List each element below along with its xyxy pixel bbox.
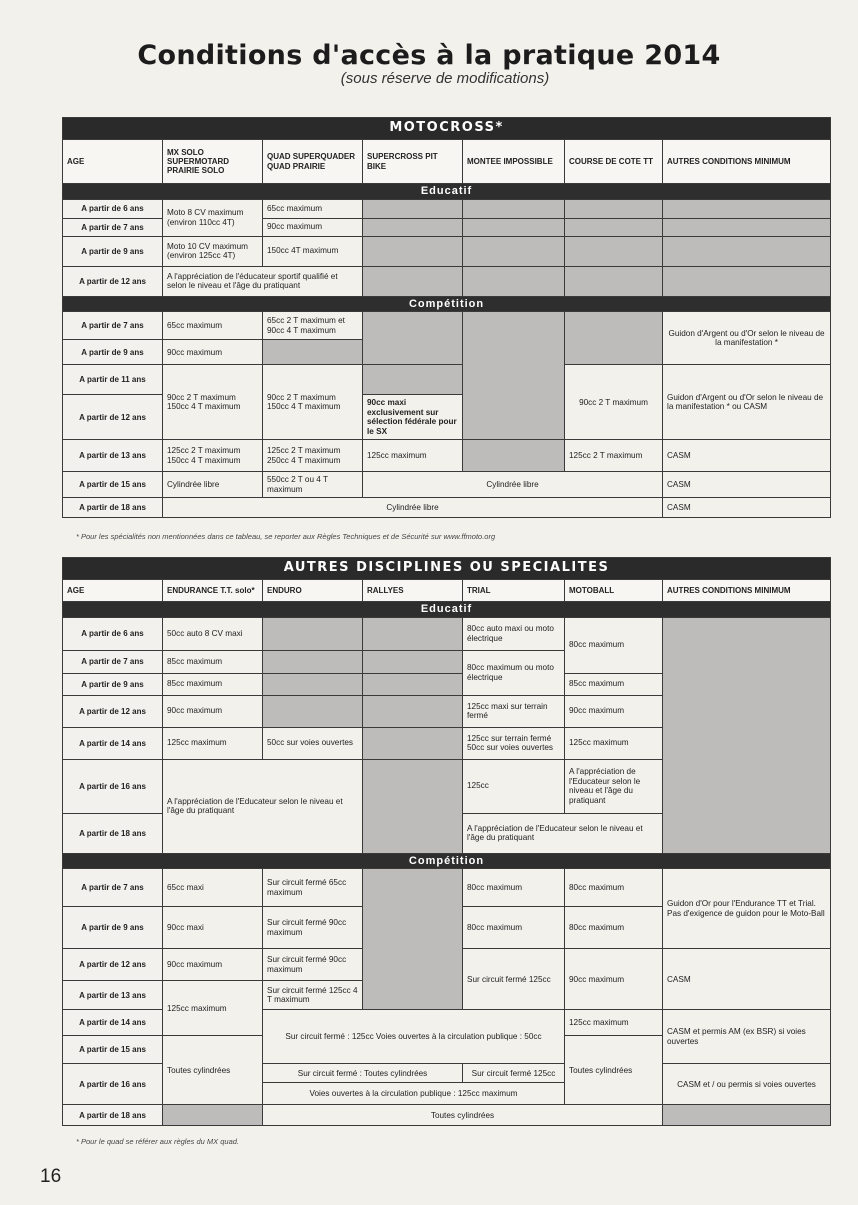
table-cell: 90cc 2 T maximum 150cc 4 T maximum [163,365,263,440]
table-cell: CASM [663,472,831,498]
table-cell: 550cc 2 T ou 4 T maximum [263,472,363,498]
section-educatif: Educatif [63,602,831,618]
table-cell: 125cc maxi sur terrain fermé [463,695,565,727]
motocross-table [62,117,831,518]
table-cell: Toutes cylindrées [163,1036,263,1105]
page-number: 16 [40,1166,62,1187]
table-cell: 65cc maximum [263,199,363,218]
table-cell: 85cc maximum [163,673,263,695]
table-cell: Sur circuit fermé 90cc maximum [263,949,363,981]
age-cell: A partir de 15 ans [63,472,163,498]
age-cell: A partir de 16 ans [63,759,163,813]
age-cell: A partir de 9 ans [63,907,163,949]
table-cell: CASM [663,498,831,518]
motocross-footnote: * Pour les spécialités non mentionnées dans ce tableau, se reporter aux Règles Techniques et de Sécurité sur www.ffmoto.org [76,532,496,541]
header-age: AGE [63,580,163,602]
table-cell: CASM [663,440,831,472]
table-cell: 150cc 4T maximum [263,236,363,266]
section-educatif: Educatif [63,184,831,200]
table-cell: 125cc maximum [565,727,663,759]
section-competition: Compétition [63,296,831,312]
table-cell: Cylindrée libre [363,472,663,498]
age-cell: A partir de 12 ans [63,395,163,440]
table-cell: Cylindrée libre [163,498,663,518]
age-cell: A partir de 15 ans [63,1036,163,1064]
table-cell: A l'appréciation de l'Educateur selon le niveau et l'âge du pratiquant [163,759,363,853]
table-cell: 80cc auto maxi ou moto électrique [463,617,565,650]
table-cell: 90cc maximum [163,949,263,981]
age-cell: A partir de 12 ans [63,949,163,981]
table-cell: 90cc maximum [163,695,263,727]
table-cell: 125cc maximum [163,981,263,1036]
table-cell: 80cc maximum ou moto électrique [463,650,565,695]
age-cell: A partir de 7 ans [63,218,163,236]
table-cell: 85cc maximum [565,673,663,695]
table-cell: 85cc maximum [163,650,263,673]
table-cell: A l'appréciation de l'Educateur selon le niveau et l'âge du pratiquant [565,759,663,813]
table-cell: Voies ouvertes à la circulation publique : 125cc maximum [263,1083,565,1105]
table-cell: Sur circuit fermé : Toutes cylindrées [263,1064,463,1083]
header-trial: TRIAL [463,580,565,602]
table-cell: 50cc sur voies ouvertes [263,727,363,759]
table-cell: 50cc auto 8 CV maxi [163,617,263,650]
table-cell: Sur circuit fermé 125cc 4 T maximum [263,981,363,1010]
page-subtitle: (sous réserve de modifications) [340,70,550,87]
header-autres-conditions: AUTRES CONDITIONS MINIMUM [663,140,831,184]
table-cell: A l'appréciation de l'éducateur sportif qualifié et selon le niveau et l'âge du pratiquant [163,266,363,296]
table-cell: 125cc 2 T maximum 250cc 4 T maximum [263,440,363,472]
section-competition: Compétition [63,853,831,869]
table-cell: 90cc maxi exclusivement sur sélection fédérale pour le SX [363,395,463,440]
age-cell: A partir de 14 ans [63,727,163,759]
table-cell: 125cc 2 T maximum 150cc 4 T maximum [163,440,263,472]
header-autres-conditions: AUTRES CONDITIONS MINIMUM [663,580,831,602]
age-cell: A partir de 7 ans [63,650,163,673]
table-cell: Guidon d'Argent ou d'Or selon le niveau de la manifestation * [663,312,831,365]
table-cell: 90cc maximum [163,340,263,365]
age-cell: A partir de 14 ans [63,1010,163,1036]
table-cell: 65cc 2 T maximum et 90cc 4 T maximum [263,312,363,340]
table-cell: 90cc maximum [565,949,663,1010]
page-title: Conditions d'accès à la pratique 2014 [137,40,721,71]
age-cell: A partir de 18 ans [63,498,163,518]
table-cell: Moto 8 CV maximum (environ 110cc 4T) [163,199,263,236]
table-cell: 90cc maximum [565,695,663,727]
header-quad: QUAD SUPERQUADER QUAD PRAIRIE [263,140,363,184]
age-cell: A partir de 7 ans [63,312,163,340]
table-cell: 65cc maxi [163,869,263,907]
table-cell: Sur circuit fermé 125cc [463,1064,565,1083]
table-cell: Cylindrée libre [163,472,263,498]
age-cell: A partir de 6 ans [63,199,163,218]
table-cell: 80cc maximum [463,907,565,949]
table-cell: 80cc maximum [463,869,565,907]
table-cell: 125cc [463,759,565,813]
table-cell: Guidon d'Argent ou d'Or selon le niveau de la manifestation * ou CASM [663,365,831,440]
table-cell: 80cc maximum [565,907,663,949]
table-cell: 80cc maximum [565,617,663,673]
header-mx-solo: MX SOLO SUPERMOTARD PRAIRIE SOLO [163,140,263,184]
header-course-de-cote: COURSE DE COTE TT [565,140,663,184]
table-cell: Sur circuit fermé : 125cc Voies ouvertes à la circulation publique : 50cc [263,1010,565,1064]
table-cell: Sur circuit fermé 125cc [463,949,565,1010]
age-cell: A partir de 11 ans [63,365,163,395]
table-cell: Toutes cylindrées [565,1036,663,1105]
table-cell: Moto 10 CV maximum (environ 125cc 4T) [163,236,263,266]
table-cell: Guidon d'Or pour l'Endurance TT et Trial. Pas d'exigence de guidon pour le Moto-Ball [663,869,831,949]
age-cell: A partir de 16 ans [63,1064,163,1105]
age-cell: A partir de 7 ans [63,869,163,907]
autres-disciplines-table [62,557,831,1126]
table-cell: Sur circuit fermé 90cc maximum [263,907,363,949]
autres-banner: AUTRES DISCIPLINES OU SPECIALITES [63,558,831,580]
age-cell: A partir de 12 ans [63,695,163,727]
table-cell: 90cc maximum [263,218,363,236]
table-cell: 90cc 2 T maximum 150cc 4 T maximum [263,365,363,440]
table-cell: 90cc maxi [163,907,263,949]
table-cell: 125cc maximum [363,440,463,472]
table-cell: 125cc maximum [163,727,263,759]
header-supercross: SUPERCROSS PIT BIKE [363,140,463,184]
autres-footnote: * Pour le quad se référer aux règles du MX quad. [76,1137,240,1146]
table-cell: 125cc sur terrain fermé 50cc sur voies ouvertes [463,727,565,759]
table-cell: 125cc 2 T maximum [565,440,663,472]
table-cell: 65cc maximum [163,312,263,340]
table-cell: CASM et permis AM (ex BSR) si voies ouvertes [663,1010,831,1064]
age-cell: A partir de 12 ans [63,266,163,296]
table-cell: 80cc maximum [565,869,663,907]
header-rallyes: RALLYES [363,580,463,602]
age-cell: A partir de 18 ans [63,813,163,853]
age-cell: A partir de 9 ans [63,236,163,266]
header-age: AGE [63,140,163,184]
table-cell: A l'appréciation de l'Educateur selon le niveau et l'âge du pratiquant [463,813,663,853]
header-motoball: MOTOBALL [565,580,663,602]
table-cell: 90cc 2 T maximum [565,365,663,440]
table-cell: 125cc maximum [565,1010,663,1036]
age-cell: A partir de 13 ans [63,440,163,472]
table-cell: Sur circuit fermé 65cc maximum [263,869,363,907]
age-cell: A partir de 9 ans [63,673,163,695]
table-cell: CASM [663,949,831,1010]
header-endurance: ENDURANCE T.T. solo* [163,580,263,602]
age-cell: A partir de 13 ans [63,981,163,1010]
header-enduro: ENDURO [263,580,363,602]
age-cell: A partir de 18 ans [63,1105,163,1126]
table-cell: Toutes cylindrées [263,1105,663,1126]
age-cell: A partir de 6 ans [63,617,163,650]
motocross-banner: MOTOCROSS* [63,118,831,140]
header-montee-impossible: MONTEE IMPOSSIBLE [463,140,565,184]
table-cell: CASM et / ou permis si voies ouvertes [663,1064,831,1105]
age-cell: A partir de 9 ans [63,340,163,365]
